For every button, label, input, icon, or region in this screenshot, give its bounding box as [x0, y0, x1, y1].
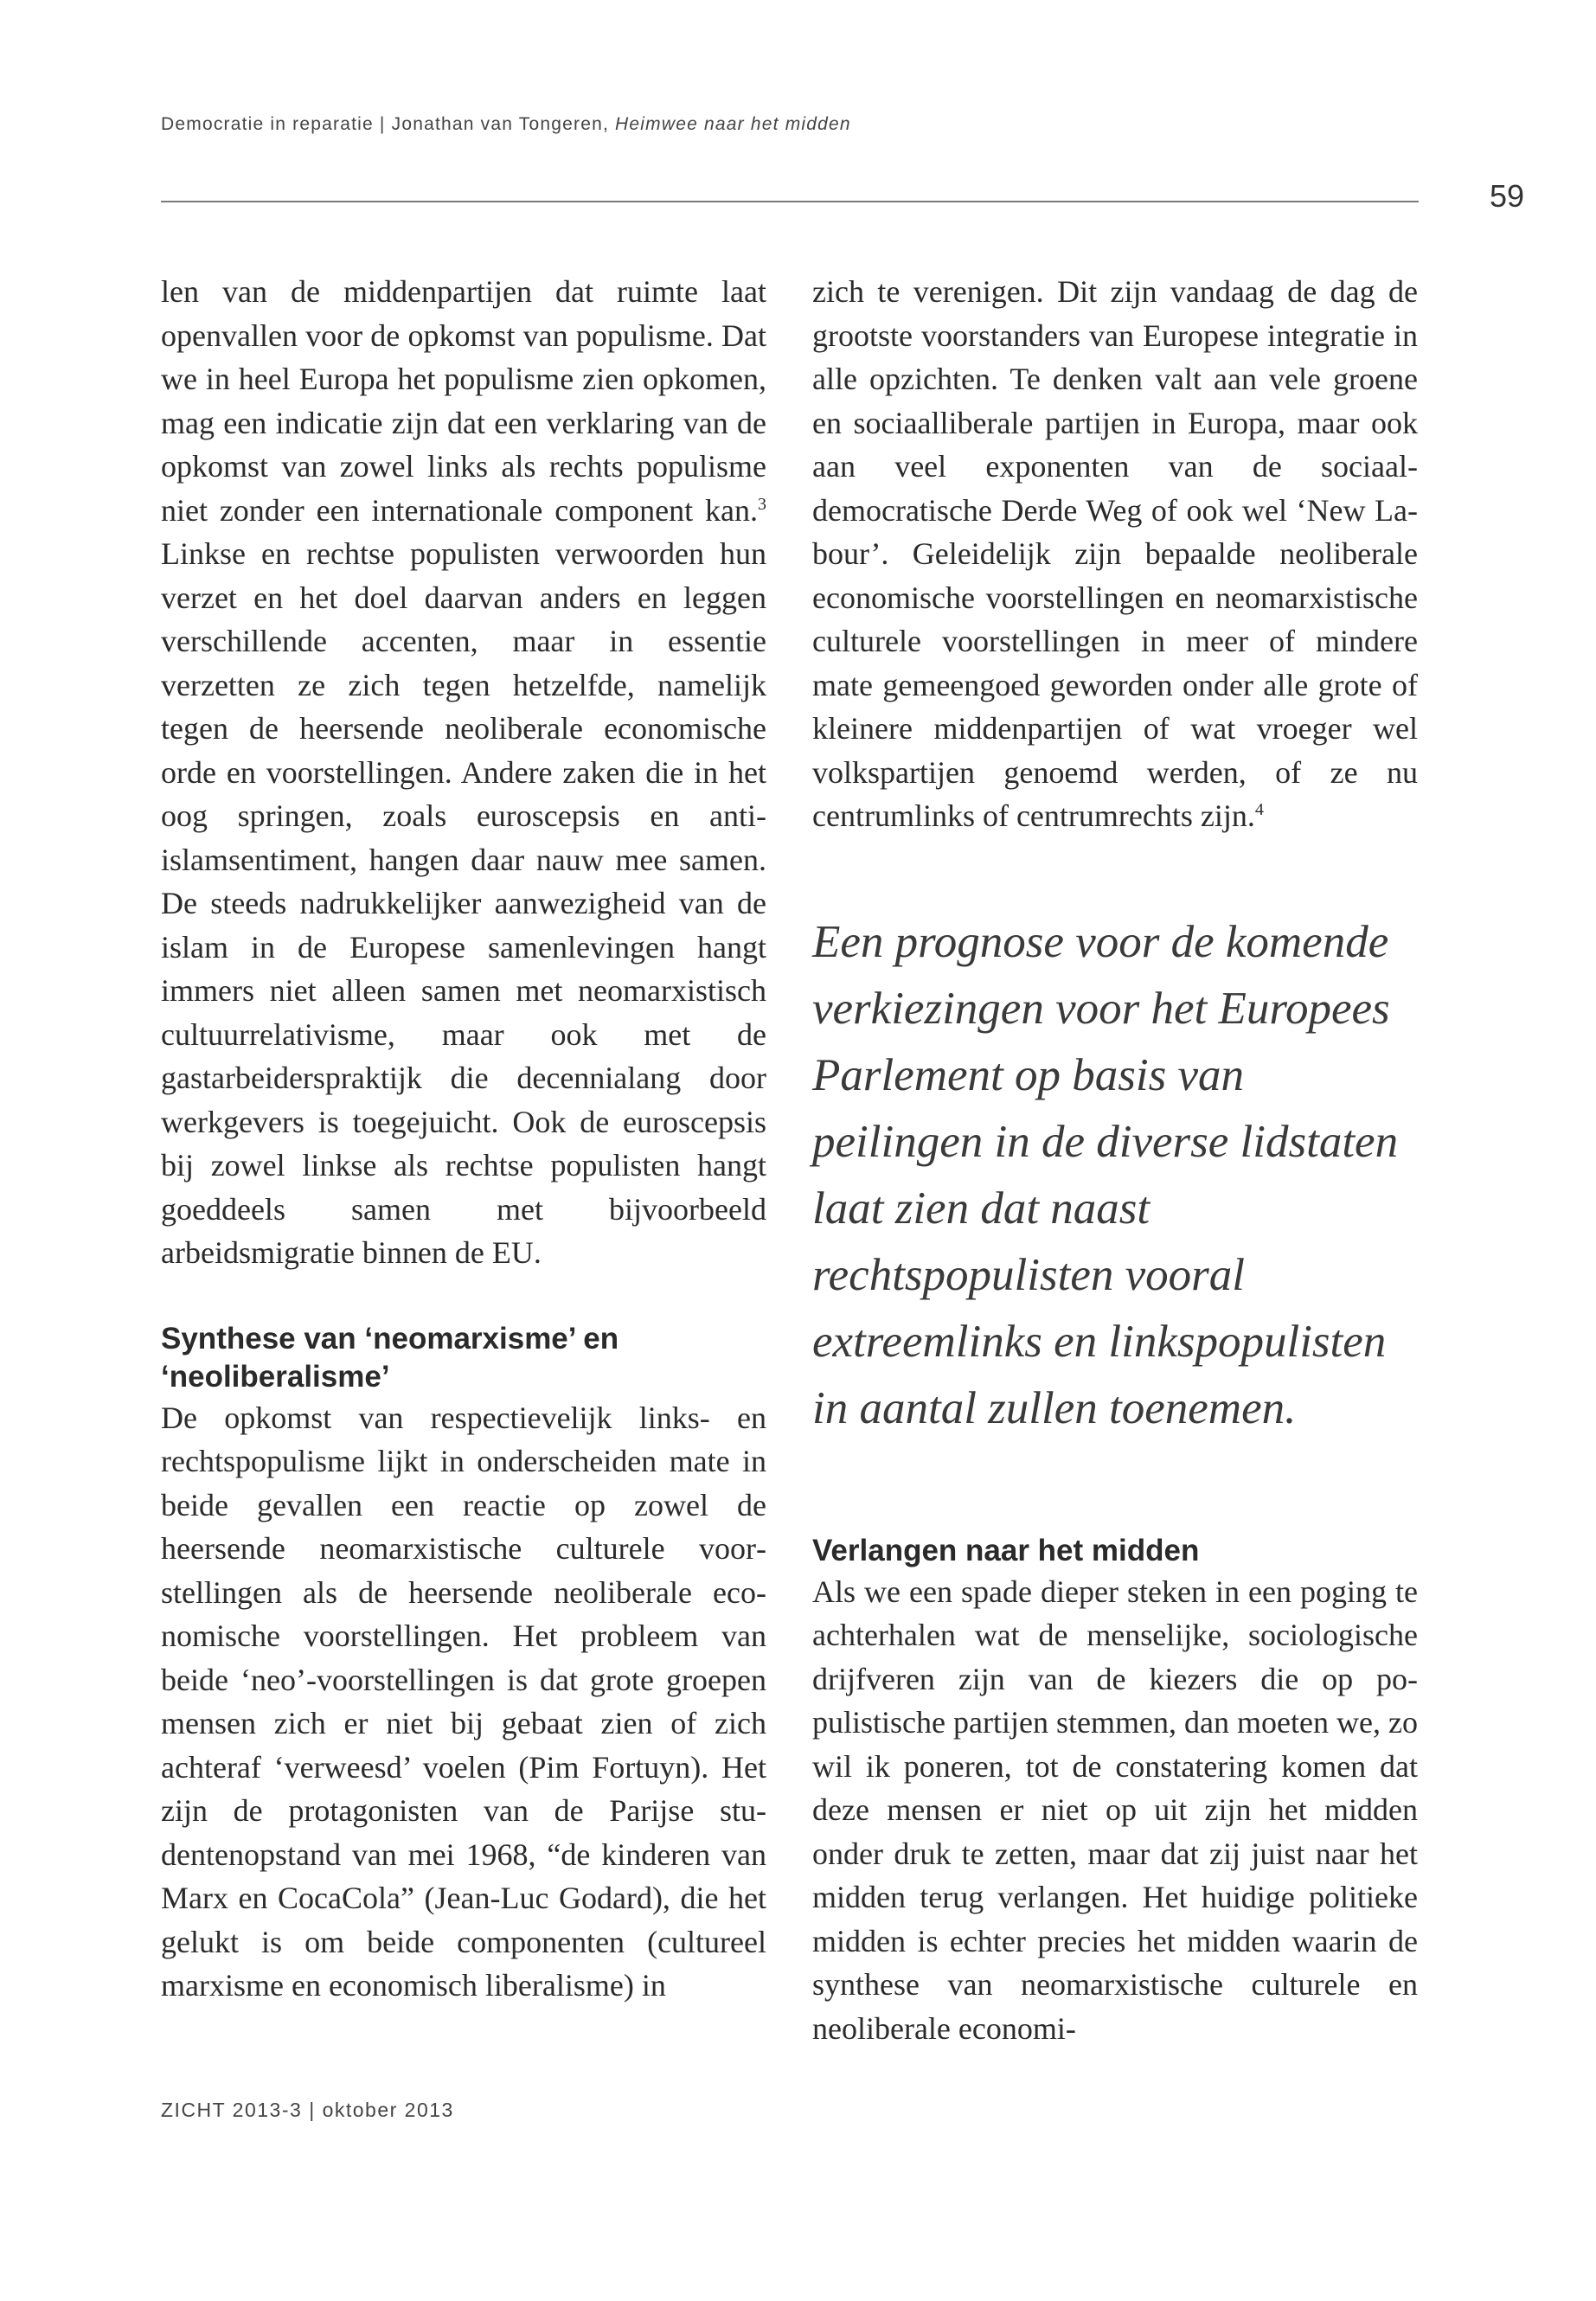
- left-column: [161, 270, 766, 2008]
- footnote-ref-4[interactable]: 4: [1254, 800, 1264, 819]
- paragraph-text: Linkse en rechtse populisten verwoorden hun verzet en het doel daarvan anders en leggen verschillende accenten, maar in essentie verzetten ze zich tegen hetzelfde, namelijk tegen de heersende neoliberale economische orde en voorstellingen. Andere zaken die in het oog springen, zoals euroscepsis en anti-islamsentiment, hangen daar nauw mee samen. De steeds nadrukkelijker aanwezigheid van de islam in de Europese samenlevingen hangt immers niet alleen samen met neomarxistisch cultuurrelativisme, maar ook met de gastarbeiderspraktijk die decennialang door werkgevers is toegejuicht. Ook de euroscepsis bij zowel linkse als rechtse populisten hangt goeddeels samen met bijvoorbeeld arbeidsmigratie binnen de EU.: [161, 536, 766, 1270]
- page-number: 59: [1490, 178, 1525, 214]
- header-separator: |: [379, 114, 386, 134]
- paragraph-text: len van de middenpartijen dat ruimte laat openvallen voor de opkomst van populisme. Dat we in heel Europa het populisme zien opkomen, mag een indicatie zijn dat een verklaring van de opkomst van zowel links als rechts populisme niet zonder een internationale component kan.: [161, 274, 766, 528]
- body-paragraph-1: [161, 270, 766, 1275]
- journal-section: Democratie in reparatie: [161, 114, 374, 134]
- footnote-ref-3[interactable]: 3: [758, 494, 766, 514]
- footer-separator: |: [309, 2099, 316, 2121]
- article-title: Heimwee naar het midden: [615, 114, 851, 134]
- pull-quote: Een prognose voor de komende verkiezingen voor het Europees Parlement op basis van peilingen in de diverse lidstaten laat zien dat naast rechtspopulisten vooral extreemlinks en linkspopulisten in aantal zullen toenemen.: [812, 916, 1399, 1433]
- issue-label: ZICHT 2013-3: [161, 2099, 303, 2121]
- body-paragraph-3: [812, 270, 1418, 838]
- footer: [161, 2099, 454, 2122]
- running-head: [161, 114, 851, 135]
- author-name: Jonathan van Tongeren,: [391, 114, 609, 134]
- section-heading-verlangen: Verlangen naar het midden: [812, 1533, 1200, 1567]
- body-paragraph-2: De opkomst van respectievelijk links- en rechtspopulisme lijkt in onderscheiden mate in beide gevallen een reactie op zowel de heersende neomarxistische culturele voorstellingen als de heersende neoliberale economische voorstellingen. Het probleem van beide ‘neo’-voorstellingen is dat grote groepen mensen zich er niet bij gebaat zien of zich achteraf ‘verweesd’ voelen (Pim Fortuyn). Het zijn de protagonisten van de Parijse studentenopstand van mei 1968, “de kinderen van Marx en CocaCola” (Jean-Luc Godard), die het gelukt is om beide componenten (cultureel marxisme en economisch liberalisme) in: [161, 1400, 766, 2003]
- section-heading-synthese: Synthese van ‘neomarxisme’ en ‘neoliberalisme’: [161, 1321, 619, 1394]
- header-rule: [161, 201, 1419, 202]
- paragraph-text: zich te verenigen. Dit zijn vandaag de dag de grootste voorstanders van Europese integratie in alle opzichten. Te denken valt aan vele groene en sociaalliberale partijen in Europa, maar ook aan veel exponenten van de sociaaldemocratische Derde Weg of ook wel ‘New Labour’. Geleidelijk zijn bepaalde neoliberale economische voorstellingen en neomarxistische culturele voorstellingen in meer of mindere mate gemeengoed geworden onder alle grote of kleinere middenpartijen of wat vroeger wel volkspartijen genoemd werden, of ze nu centrumlinks of centrumrechts zijn.: [812, 274, 1418, 833]
- issue-date: oktober 2013: [322, 2099, 454, 2121]
- body-paragraph-4: Als we een spade dieper steken in een poging te achterhalen wat de menselijke, sociologische drijfveren zijn van de kiezers die op populistische partijen stemmen, dan moeten we, zo wil ik poneren, tot de constatering komen dat deze mensen er niet op uit zijn het midden onder druk te zetten, maar dat zij juist naar het midden terug verlangen. Het huidige politieke midden is echter precies het midden waarin de synthese van neomarxistische culturele en neoliberale economi-: [812, 1574, 1418, 2046]
- right-column: [812, 270, 1418, 2050]
